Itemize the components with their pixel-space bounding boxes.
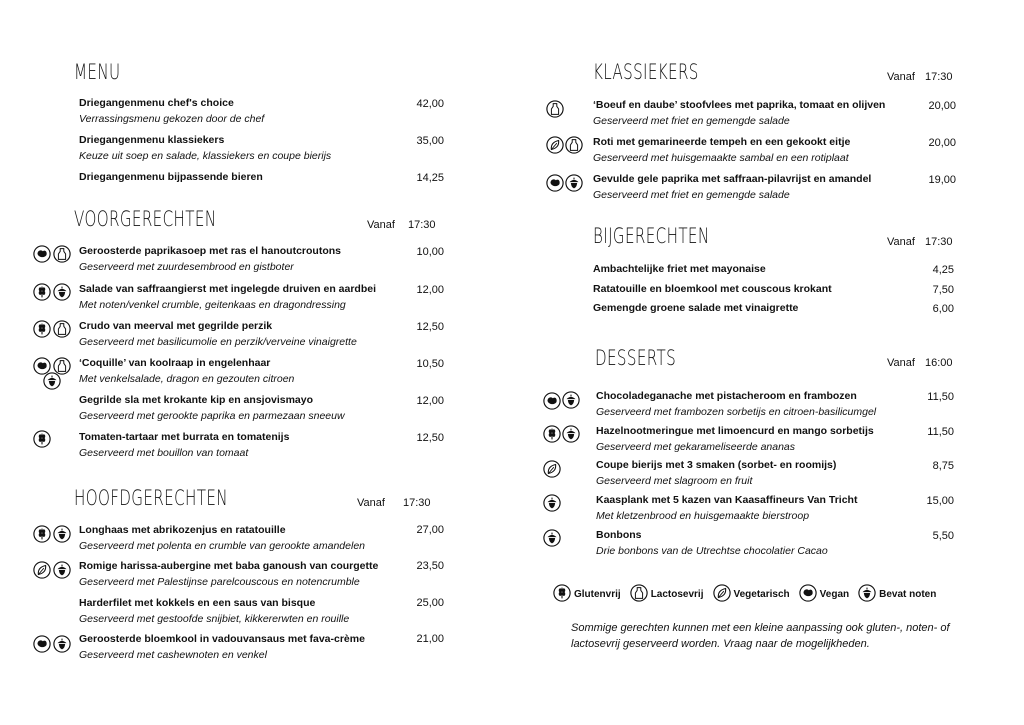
menu-price: 42,00 — [416, 98, 444, 110]
legend-label: Glutenvrij — [574, 589, 621, 600]
menu-price: 11,50 — [927, 426, 954, 438]
glutenvrij-icon — [33, 525, 51, 543]
legend-label: Vegan — [819, 589, 850, 600]
vanaf-time: 17:30 — [925, 236, 953, 248]
legend-item-vegan — [799, 584, 849, 605]
vegan-icon — [799, 584, 820, 605]
bevat-noten-icon — [858, 584, 879, 605]
menu-item: Ambachtelijke friet met mayonaise — [593, 263, 766, 275]
bevat-noten-icon — [53, 635, 71, 653]
menu-item: Gemengde groene salade met vinaigrette — [593, 302, 799, 314]
menu-item: Gevulde gele paprika met saffraan-pilavrijst en amandel Geserveerd met friet en gemengde salade — [593, 173, 872, 201]
menu-price: 6,00 — [932, 303, 954, 315]
legend-item-glutenvrij — [553, 584, 621, 605]
legend-item-vegetarisch — [713, 584, 790, 605]
bevat-noten-icon — [562, 425, 580, 443]
allergen-note: Sommige gerechten kunnen met een kleine aanpassing ook gluten-, noten- of lactosevrij geserveerd worden. Vraag naar de mogelijkheden. — [571, 622, 950, 650]
menu-item: Kaasplank met 5 kazen van Kaasaffineurs Van Tricht Met kletzenbrood en huisgemaakte bierstroop — [596, 494, 858, 522]
vanaf-label: Vanaf — [887, 71, 915, 83]
lactosevrij-icon — [53, 245, 71, 263]
legend-item-lactosevrij — [630, 584, 704, 605]
menu-price: 12,50 — [416, 321, 444, 333]
menu-item: Gegrilde sla met krokante kip en ansjovismayo Geserveerd met gerookte paprika en parmezaan sneeuw — [79, 394, 345, 422]
lactosevrij-icon — [630, 584, 651, 605]
menu-price: 23,50 — [416, 560, 444, 572]
menu-price: 14,25 — [416, 172, 444, 184]
glutenvrij-icon — [33, 430, 51, 448]
hoofdgerechten-title: HOOFDGERECHTEN — [74, 486, 228, 510]
menu-item: Driegangenmenu klassiekers Keuze uit soep en salade, klassiekers en coupe bierijs — [79, 134, 332, 162]
menu-price: 11,50 — [927, 391, 954, 403]
menu-title: MENU — [74, 60, 121, 84]
bijgerechten-title: BIJGERECHTEN — [593, 224, 710, 248]
vanaf-time: 17:30 — [408, 219, 436, 231]
menu-price: 25,00 — [416, 597, 444, 609]
menu-item: Bonbons Drie bonbons van de Utrechtse chocolatier Cacao — [596, 529, 828, 557]
vanaf-time: 17:30 — [925, 71, 953, 83]
vanaf-time: 16:00 — [925, 357, 953, 369]
menu-item: Romige harissa-aubergine met baba ganoush van courgette Geserveerd met Palestijnse parelcouscous en notencrumble — [79, 560, 379, 588]
menu-item: Roti met gemarineerde tempeh en een gekookt eitje Geserveerd met huisgemaakte sambal en een rotiplaat — [593, 136, 851, 164]
menu-price: 10,50 — [416, 358, 444, 370]
bevat-noten-icon — [43, 372, 61, 390]
voorgerechten-title: VOORGERECHTEN — [74, 207, 217, 231]
legend-label: Vegetarisch — [733, 589, 790, 600]
menu-item: ‘Boeuf en daube’ stoofvlees met paprika, tomaat en olijven Geserveerd met friet en gemengde salade — [593, 99, 886, 127]
menu-item: Geroosterde paprikasoep met ras el hanoutcroutons Geserveerd met zuurdesembrood en gistboter — [79, 245, 341, 273]
menu-price: 5,50 — [932, 530, 954, 542]
vegan-icon — [546, 174, 564, 192]
lactosevrij-icon — [546, 100, 564, 118]
menu-price: 27,00 — [416, 524, 444, 536]
bevat-noten-icon — [53, 283, 71, 301]
legend-item-noten — [858, 584, 936, 605]
glutenvrij-icon — [543, 425, 561, 443]
menu-price: 20,00 — [928, 100, 956, 112]
menu-price: 12,00 — [416, 395, 444, 407]
legend-label: Bevat noten — [879, 589, 937, 600]
menu-item: Salade van saffraangierst met ingelegde druiven en aardbei Met noten/venkel crumble, geitenkaas en dragondressing — [79, 283, 377, 311]
glutenvrij-icon — [33, 283, 51, 301]
menu-price: 20,00 — [928, 137, 956, 149]
menu-item: Hazelnootmeringue met limoencurd en mango sorbetijs Geserveerd met gekarameliseerde ananas — [596, 425, 874, 453]
vegan-icon — [33, 635, 51, 653]
glutenvrij-icon — [553, 584, 574, 605]
vanaf-label: Vanaf — [367, 219, 395, 231]
bevat-noten-icon — [543, 529, 561, 547]
menu-price: 8,75 — [932, 460, 954, 472]
menu-item: ‘Coquille’ van koolraap in engelenhaar Met venkelsalade, dragon en gezouten citroen — [79, 357, 295, 385]
vanaf-time: 17:30 — [403, 497, 431, 509]
lactosevrij-icon — [53, 320, 71, 338]
vegetarisch-icon — [543, 460, 561, 478]
menu-item: Driegangenmenu bijpassende bieren — [79, 171, 263, 183]
vegan-icon — [33, 245, 51, 263]
glutenvrij-icon — [33, 320, 51, 338]
menu-price: 21,00 — [416, 633, 444, 645]
vanaf-label: Vanaf — [357, 497, 385, 509]
menu-item: Coupe bierijs met 3 smaken (sorbet- en roomijs) Geserveerd met slagroom en fruit — [596, 459, 837, 487]
menu-item: Geroosterde bloemkool in vadouvansaus met fava-crème Geserveerd met cashewnoten en venkel — [79, 633, 365, 661]
menu-item: Crudo van meerval met gegrilde perzik Geserveerd met basilicumolie en perzik/verveine vinaigrette — [79, 320, 357, 348]
allergen-legend — [553, 584, 945, 605]
menu-price: 10,00 — [416, 246, 444, 258]
menu-item: Tomaten-tartaar met burrata en tomatenijs Geserveerd met bouillon van tomaat — [79, 431, 290, 459]
menu-item: Driegangenmenu chef's choice Verrassingsmenu gekozen door de chef — [79, 97, 265, 125]
menu-price: 12,00 — [416, 284, 444, 296]
menu-item: Harderfilet met kokkels en een saus van bisque Geserveerd met gestoofde snijbiet, kikkererwten en rouille — [79, 597, 350, 625]
vegetarisch-icon — [546, 136, 564, 154]
menu-price: 35,00 — [416, 135, 444, 147]
vanaf-label: Vanaf — [887, 357, 915, 369]
vegan-icon — [543, 392, 561, 410]
menu-item: Chocoladeganache met pistacheroom en frambozen Geserveerd met frambozen sorbetijs en citroen-basilicumgel — [596, 390, 877, 418]
bevat-noten-icon — [53, 525, 71, 543]
bevat-noten-icon — [562, 391, 580, 409]
vanaf-label: Vanaf — [887, 236, 915, 248]
desserts-title: DESSERTS — [595, 346, 677, 370]
bevat-noten-icon — [543, 494, 561, 512]
legend-label: Lactosevrij — [650, 589, 704, 600]
menu-price: 4,25 — [932, 264, 954, 276]
menu-price: 7,50 — [932, 284, 954, 296]
bevat-noten-icon — [565, 174, 583, 192]
menu-price: 12,50 — [416, 432, 444, 444]
bevat-noten-icon — [53, 561, 71, 579]
vegetarisch-icon — [33, 561, 51, 579]
menu-price: 19,00 — [928, 174, 956, 186]
menu-item: Ratatouille en bloemkool met couscous krokant — [593, 283, 832, 295]
lactosevrij-icon — [565, 136, 583, 154]
vegetarisch-icon — [713, 584, 734, 605]
menu-price: 15,00 — [926, 495, 954, 507]
menu-item: Longhaas met abrikozenjus en ratatouille Geserveerd met polenta en crumble van gerookte amandelen — [79, 524, 366, 552]
klassiekers-title: KLASSIEKERS — [593, 60, 699, 84]
